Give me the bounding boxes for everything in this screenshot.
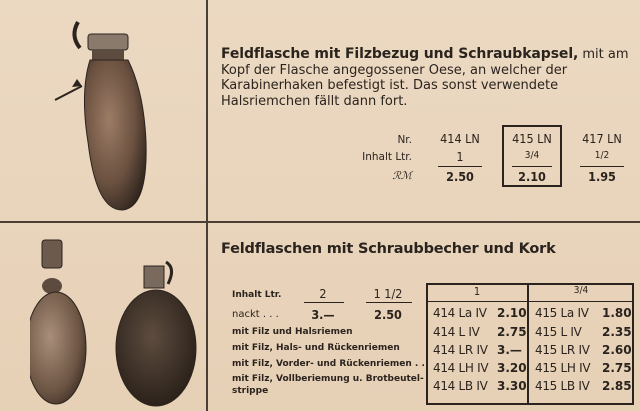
row-label: mit Filz und Halsriemen [232,327,353,337]
col-right-head: 1 1/2 [373,286,403,301]
item-inhalt: 3/4 [524,150,540,161]
table-price: 2.35 [602,325,632,339]
table-price: 2.75 [602,361,632,375]
divider [438,166,482,167]
vertical-divider [206,0,208,411]
row-left-value: 3.— [311,307,335,322]
label-nr: Nr. [397,134,412,146]
item-inhalt: 1 [456,149,464,164]
divider [580,166,624,167]
divider [512,166,552,167]
table-code: 414 LB IV [433,379,488,393]
table-price: 3.20 [497,361,527,375]
row-label: mit Filz, Vorder- und Rückenriemen . . [232,359,425,369]
table-head-right: 3/4 [573,285,589,296]
divider [304,302,344,303]
row-right-value: 2.50 [374,307,402,322]
item-nr: 415 LN [512,131,552,146]
table-price: 2.60 [602,343,632,357]
label-inhalt: Inhalt Ltr. [362,151,412,163]
label-inhalt-2: Inhalt Ltr. [232,290,282,300]
item-inhalt: 1/2 [594,150,610,161]
item-price: 2.10 [518,169,546,184]
row-label: nackt . . . [232,309,279,320]
row-label: mit Filz, Hals- und Rückenriemen [232,343,400,353]
table-code: 414 LR IV [433,343,488,357]
col-left-head: 2 [319,286,327,301]
item-price: 2.50 [446,169,474,184]
table-code: 415 L IV [535,325,582,339]
row-label: strippe [232,386,269,396]
section2-title: Feldflaschen mit Schraubbecher und Kork [221,241,556,257]
section1-description [221,47,633,109]
table-head-left: 1 [473,285,481,298]
table-code: 414 L IV [433,325,480,339]
table-price: 2.85 [602,379,632,393]
canteens-illustration [30,236,202,408]
item-nr: 417 LN [582,131,622,146]
label-currency: ℛℳ [392,170,412,182]
table-price: 2.10 [497,306,527,320]
table-code: 415 LB IV [535,379,590,393]
section1-text: mit am Kopf der Flasche angegossener Oese, an welcher der Karabinerhaken befestigt ist. Das sonst verwendete Halsriemchen fällt dann fort. [221,47,629,109]
table-code: 415 LR IV [535,343,590,357]
table-code: 415 La IV [535,306,589,320]
row-label: mit Filz, Vollberiemung u. Brotbeutel- [232,374,424,384]
table-price: 3.— [497,343,522,357]
table-price: 2.75 [497,325,527,339]
table-code: 414 LH IV [433,361,489,375]
table-price: 1.80 [602,306,632,320]
table-header-divider [426,301,634,302]
section1-title: Feldflasche mit Filzbezug und Schraubkapsel, [221,46,579,62]
item-nr: 414 LN [440,131,480,146]
table-price: 3.30 [497,379,527,393]
table-code: 414 La IV [433,306,487,320]
table-code: 415 LH IV [535,361,591,375]
canteen-illustration [50,12,160,217]
horizontal-divider [0,221,640,223]
divider [366,302,412,303]
item-price: 1.95 [588,169,616,184]
